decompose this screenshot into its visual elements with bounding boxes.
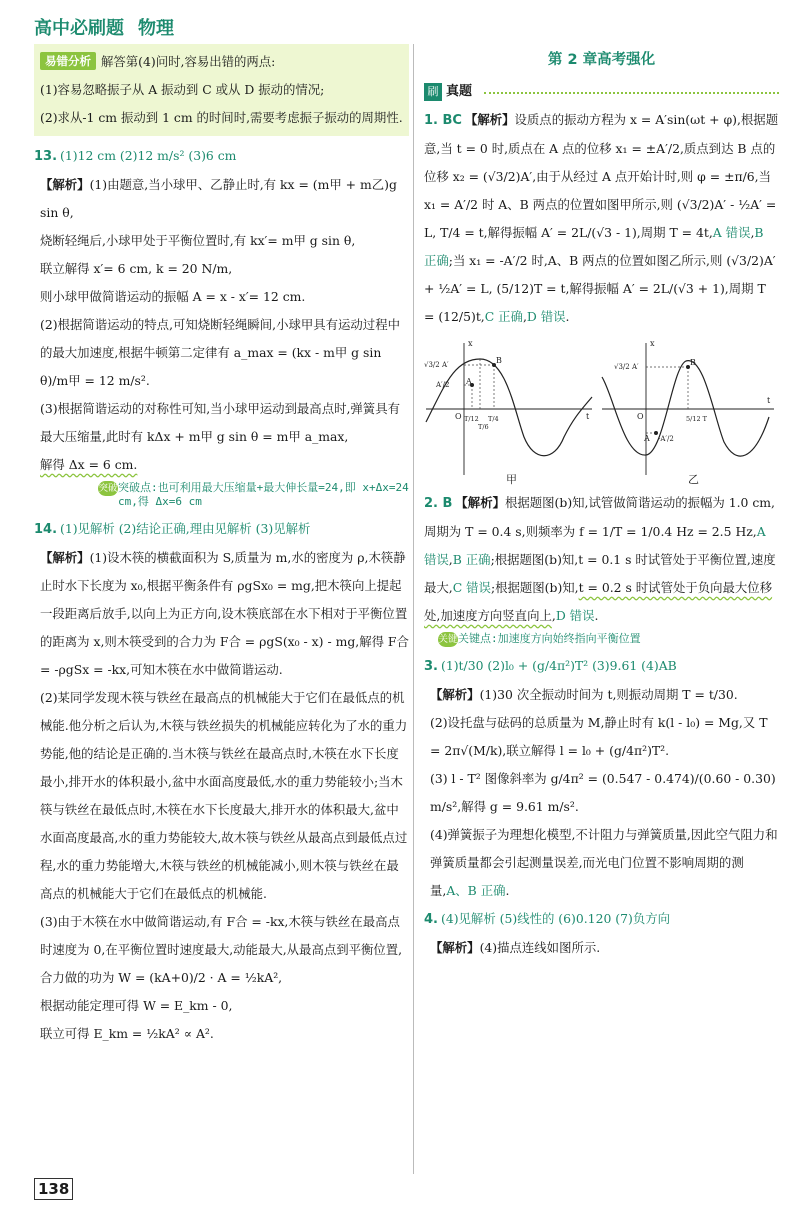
q1-a-verdict: A 错误 (712, 225, 751, 240)
q13-line-5: (2)根据简谐运动的特点,可知烧断轻绳瞬间,小球甲具有运动过程中的最大加速度,根据牛顿第二定律有 a_max = (kx - m甲 g sin θ)/m甲 = 12 m/s². (40, 317, 400, 388)
q3-answers: (1)t/30 (2)l₀ + (g/4π²)T² (3)9.61 (4)AB (440, 658, 677, 673)
q14-analysis-label: 【解析】 (40, 550, 90, 565)
q3-line-3: (3) l - T² 图像斜率为 g/4π² = (0.547 - 0.474)/(0.60 - 0.30) m/s²,解得 g = 9.61 m/s². (430, 771, 776, 814)
q1-graphs (424, 337, 779, 485)
q2-line-2: ;根据题图(b)知,t = 0.1 s 时试管处于平衡位置,速度最大, (424, 552, 776, 595)
left-column (34, 44, 409, 1048)
q13-tip (34, 481, 409, 509)
question-1: 1. BC 【解析】设质点的振动方程为 x = A′sin(ωt + φ),根据题意,当 t = 0 时,质点在 A 点的位移 x₁ = ±A′/2,质点到达 B 点的位移 x₂ = (√3/2)A′,由于从经过 A 点开始计时,则 φ = ±π/6,当 x₁ = A′/2 时 A、B 两点的位置如图甲所示,则 (√3/2)A′ - ½A′ = L, T/4 = t,解得振幅 A′ = 2L/(√3 - 1),周期 T = 4t,A 错误,B 正确;当 x₁ = -A′/2 时,A、B 两点的位置如图乙所示,则 (√3/2)A′ + ½A′ = L, (5/12)T = t,解得振幅 A′ = 2L/(√3 + 1),周期 T = (12/5)t,C 正确,D 错误. x t √3/2 A′ A′/2 A B O T/12 T/6 T/4 甲 x t √3/2 A′ -A′/2 A B O 5/12 T 乙 (424, 112, 779, 485)
q13-answers: (1)12 cm (2)12 m/s² (3)6 cm (60, 148, 237, 163)
graph-yi-t-label: t (767, 396, 771, 405)
graph-yi-curve (602, 361, 769, 457)
mistake-point-2: (2)求从-1 cm 振动到 1 cm 的时间时,需要考虑振子振动的周期性. (40, 110, 403, 125)
q1-line-2: ;当 x₁ = -A′/2 时,A、B 两点的位置如图乙所示,则 (√3/2)A′ + ½A′ = L, (5/12)T = t,解得振幅 A′ = 2L/(√3 + 1),周期 T = (12/5)t, (424, 253, 776, 324)
graph-jia-t1: T/12 (464, 415, 479, 423)
graph-jia-t2: T/6 (478, 423, 489, 431)
graph-jia-b-label: B (496, 356, 502, 365)
section-bar (424, 82, 779, 102)
q2-d-verdict: D 错误 (555, 608, 595, 623)
graph-jia-curve (426, 359, 592, 456)
q2-b-verdict: B 正确 (452, 552, 491, 567)
q2-tip-text: 关键点:加速度方向始终指向平衡位置 (458, 632, 641, 645)
q14-line-4: 根据动能定理可得 W = E_km - 0, (40, 998, 233, 1013)
page-header (34, 14, 174, 44)
q13-line-6: (3)根据简谐运动的对称性可知,当小球甲运动到最高点时,弹簧具有最大压缩量,此时有 kΔx + m甲 g sin θ = m甲 a_max, (40, 401, 400, 444)
graph-yi-origin: O (637, 412, 644, 421)
graph-yi-t1: 5/12 T (686, 415, 707, 423)
vibration-graphs-svg (424, 337, 779, 485)
q14-line-1: (1)设木筷的横截面积为 S,质量为 m,水的密度为 ρ,木筷静止时水下长度为 x₀,根据平衡条件有 ρgSx₀ = mg,把木筷向上提起一段距离后放手,以向上为正方向,设木筷底部在水下相对于平衡位置的距离为 x,则木筷受到的合力为 F合 = ρgS(x₀ - x) - mg,解得 F合 = -ρgSx = -kx,可知木筷在水中做简谐运动. (40, 550, 409, 677)
q13-number: 13. (34, 149, 58, 164)
q14-line-5: 联立可得 E_km = ½kA² ∝ A². (40, 1026, 214, 1041)
q1-d-verdict: D 错误 (526, 309, 566, 324)
mistake-tag: 易错分析 (40, 52, 96, 70)
page-number: 138 (34, 1178, 73, 1200)
graph-jia-origin: O (455, 412, 462, 421)
q3-line-1: (1)30 次全振动时间为 t,则振动周期 T = t/30. (479, 687, 738, 702)
mistake-intro: 解答第(4)问时,容易出错的两点: (101, 54, 276, 69)
q14-answers: (1)见解析 (2)结论正确,理由见解析 (3)见解析 (60, 521, 311, 536)
question-13 (34, 142, 409, 509)
q14-line-2: (2)某同学发现木筷与铁丝在最高点的机械能大于它们在最低点的机械能.他分析之后认为,木筷与铁丝损失的机械能应转化为了水的重力势能,他的结论是正确的.当木筷与铁丝在最高点时,木筷在水下长度最小,排开水的体积最小,盆中水面高度最低,水的重力势能较小;当木筷与铁丝在最低点时,木筷在水下长度最大,排开水的体积最大,盆中水面高度最高,水的重力势能较大,故木筷与铁丝从最高点到最低点过程,水的重力势能增大,木筷与铁丝的机械能减小,则木筷与铁丝在最高点的机械能大于它们在最低点的机械能. (40, 690, 408, 901)
q14-line-3: (3)由于木筷在水中做简谐运动,有 F合 = -kx,木筷与铁丝在最高点时速度为 0,在平衡位置时速度最大,动能最大,从最高点到平衡位置,合力做的功为 W = (kA+0)/2 · A = ½kA², (40, 914, 403, 985)
q2-number: 2. B (424, 496, 453, 511)
q13-analysis-label: 【解析】 (40, 177, 90, 192)
book-title: 高中必刷题 (34, 18, 124, 39)
right-column (424, 44, 779, 962)
q3-analysis-label: 【解析】 (430, 687, 480, 702)
graph-jia-t-label: t (586, 412, 590, 421)
graph-yi-caption: 乙 (688, 473, 699, 485)
q13-line-7: 解得 Δx = 6 cm. (40, 457, 138, 472)
chapter-title: 第 2 章高考强化 (547, 52, 656, 68)
q4-line-1: (4)描点连线如图所示. (479, 940, 601, 955)
graph-jia-a-label: A (466, 377, 472, 386)
q1-number: 1. BC (424, 113, 462, 128)
q1-analysis-label: 【解析】 (464, 112, 515, 127)
q4-answers: (4)见解析 (5)线性的 (6)0.120 (7)负方向 (440, 911, 670, 926)
graph-jia-y-label: x (468, 339, 473, 348)
graph-yi-y2: -A′/2 (658, 435, 674, 443)
question-4 (424, 905, 779, 962)
q3-line-2: (2)设托盘与砝码的总质量为 M,静止时有 k(l - l₀) = Mg,又 T = 2π√(M/k),联立解得 l = l₀ + (g/4π²)T². (430, 715, 768, 758)
section-label: 真题 (446, 84, 473, 99)
graph-yi-a-label: A (644, 434, 650, 443)
q2-tip (424, 632, 779, 646)
q3-ab-verdict: A、B 正确 (446, 883, 506, 898)
q4-analysis-label: 【解析】 (430, 940, 480, 955)
q14-number: 14. (34, 522, 58, 537)
q2-a-verdict: A 错误 (424, 524, 766, 567)
q2-line-3: ;根据题图(b)知, (490, 580, 579, 595)
graph-yi-y-label: x (650, 339, 655, 348)
question-3: 3. (1)t/30 (2)l₀ + (g/4π²)T² (3)9.61 (4)AB 【解析】(1)30 次全振动时间为 t,则振动周期 T = t/30. (2)设托盘与砝码的总质量为 M,静止时有 k(l - l₀) = Mg,又 T = 2π√(M/k),联立解得 l = l₀ + (g/4π²)T². (3) l - T² 图像斜率为 g/4π² = (0.547 - 0.474)/(0.60 - 0.30) m/s²,解得 g = 9.61 m/s². (4)弹簧振子为理想化模型,不计阻力与弹簧质量,因此空气阻力和弹簧质量都会引起测量误差,而光电门位置不影响周期的测量,A、B 正确. (424, 658, 778, 898)
brush-icon: 刷 (424, 83, 442, 101)
q1-c-verdict: C 正确 (484, 309, 523, 324)
q2-analysis-label: 【解析】 (455, 495, 505, 510)
q2-c-verdict: C 错误 (452, 580, 491, 595)
q1-line-1: 设质点的振动方程为 x = A′sin(ωt + φ),根据题意,当 t = 0 时,质点在 A 点的位移 x₁ = ±A′/2,质点到达 B 点的位移 x₂ = (√3/2)A′,由于从经过 A 点开始计时,则 φ = ±π/6,当 x₁ = A′/2 时 A、B 两点的位置如图甲所示,则 (√3/2)A′ - ½A′ = L, T/4 = t,解得振幅 A′ = 2L/(√3 - 1),周期 T = 4t, (424, 112, 779, 240)
question-14 (34, 515, 409, 1048)
dotted-rule (484, 92, 779, 94)
graph-jia (424, 339, 592, 485)
mistake-point-1: (1)容易忽略振子从 A 振动到 C 或从 D 振动的情况; (40, 82, 325, 97)
q2-line-3-highlight: t = 0.2 s 时试管处于负向最大位移处,加速度方向竖直向上 (424, 580, 773, 623)
graph-yi (602, 339, 774, 485)
q13-line-1: (1)由题意,当小球甲、乙静止时,有 kx = (m甲 + m乙)g sin θ, (40, 177, 397, 220)
q13-tip-text: 突破点:也可利用最大压缩量+最大伸长量=24,即 x+Δx=24 cm,得 Δx=6 cm (118, 481, 409, 508)
tip-badge-icon: 突破 (98, 483, 118, 494)
q3-line-4: (4)弹簧振子为理想化模型,不计阻力与弹簧质量,因此空气阻力和弹簧质量都会引起测量误差,而光电门位置不影响周期的测量, (430, 827, 778, 898)
q13-line-2: 烧断轻绳后,小球甲处于平衡位置时,有 kx′= m甲 g sin θ, (40, 233, 356, 248)
graph-jia-t3: T/4 (488, 415, 499, 423)
q13-line-4: 则小球甲做简谐运动的振幅 A = x - x′= 12 cm. (40, 289, 306, 304)
question-2: 2. B 【解析】根据题图(b)知,试管做简谐运动的振幅为 1.0 cm,周期为 T = 0.4 s,则频率为 f = 1/T = 1/0.4 Hz = 2.5 Hz,A 错误,B 正确;根据题图(b)知,t = 0.1 s 时试管处于平衡位置,速度最大,C 错误;根据题图(b)知,t = 0.2 s 时试管处于负向最大位移处,加速度方向竖直向上,D 错误. 关键 关键点:加速度方向始终指向平衡位置 (424, 489, 779, 646)
q2-line-1: 根据题图(b)知,试管做简谐运动的振幅为 1.0 cm,周期为 T = 0.4 s,则频率为 f = 1/T = 1/0.4 Hz = 2.5 Hz, (424, 495, 775, 539)
graph-yi-y1: √3/2 A′ (614, 363, 639, 371)
graph-jia-y1: √3/2 A′ (424, 361, 449, 369)
graph-yi-b-label: B (690, 358, 696, 367)
key-badge-icon: 关键 (438, 634, 458, 645)
q4-number: 4. (424, 912, 438, 927)
subject-title: 物理 (138, 18, 174, 39)
graph-jia-caption: 甲 (506, 473, 517, 485)
q1-b-verdict: B 正确 (424, 225, 764, 268)
graph-jia-y2: A′/2 (436, 381, 450, 389)
mistake-analysis-box (34, 44, 409, 136)
q13-line-3: 联立解得 x′= 6 cm, k = 20 N/m, (40, 261, 233, 276)
column-divider (413, 44, 414, 1174)
q3-number: 3. (424, 659, 438, 674)
